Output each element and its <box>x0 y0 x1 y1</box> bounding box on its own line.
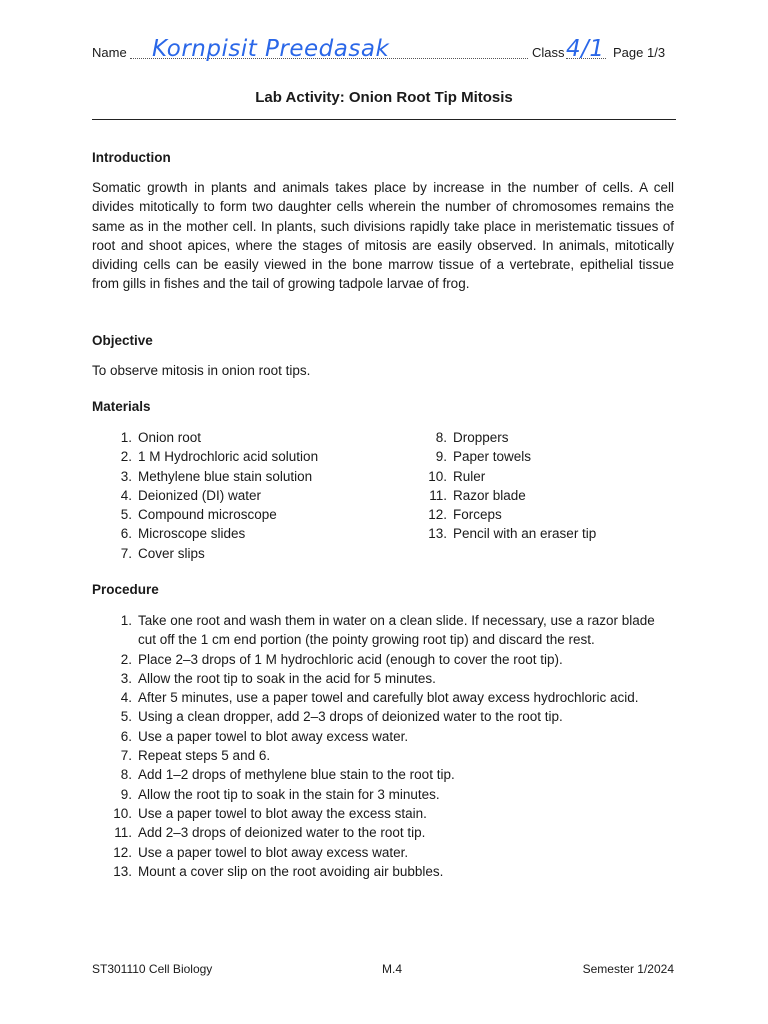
title-divider <box>92 119 676 120</box>
materials-heading: Materials <box>92 399 151 414</box>
list-item-text: Droppers <box>453 430 509 445</box>
procedure-heading: Procedure <box>92 582 159 597</box>
procedure-step <box>114 823 658 842</box>
list-item-text: Using a clean dropper, add 2–3 drops of deionized water to the root tip. <box>138 709 563 725</box>
list-item-text: After 5 minutes, use a paper towel and carefully blot away excess hydrochloric acid. <box>138 690 639 706</box>
list-number: 4. <box>120 690 132 706</box>
list-number: 7. <box>120 748 132 764</box>
list-item-text: Compound microscope <box>138 507 277 523</box>
list-number: 6. <box>120 728 132 744</box>
page-title: Lab Activity: Onion Root Tip Mitosis <box>255 89 513 106</box>
list-number: 1. <box>120 430 132 445</box>
list-item-text: Take one root and wash them in water on a clean slide. If necessary, use a razor blade cut off the 1 cm end portion (the pointy growing root tip) and discard the rest. <box>138 613 655 648</box>
list-number: 2. <box>120 651 132 667</box>
page-number: Page 1/3 <box>613 45 666 60</box>
material-item <box>120 544 418 563</box>
material-item <box>120 447 418 466</box>
material-item <box>120 467 418 486</box>
list-number: 1. <box>120 613 132 628</box>
material-item <box>429 486 673 505</box>
procedure-step <box>120 727 658 746</box>
procedure-step <box>120 650 658 669</box>
list-item-text: 1 M Hydrochloric acid solution <box>138 449 319 465</box>
material-item <box>435 428 673 447</box>
procedure-step <box>113 862 658 881</box>
list-number: 10. <box>113 805 132 821</box>
list-number: 5. <box>120 507 132 523</box>
list-number: 6. <box>120 526 132 542</box>
list-item-text: Paper towels <box>453 449 532 465</box>
list-number: 4. <box>120 487 132 503</box>
list-item-text: Deionized (DI) water <box>138 487 262 503</box>
list-item-text: Onion root <box>138 430 202 445</box>
procedure-step <box>120 785 658 804</box>
objective-text: To observe mitosis in onion root tips. <box>92 363 311 378</box>
list-item-text: Ruler <box>453 468 486 484</box>
list-number: 12. <box>428 507 447 523</box>
list-item-text: Use a paper towel to blot away the excess stain. <box>138 805 427 821</box>
procedure-step <box>120 688 658 707</box>
list-number: 10. <box>428 468 447 484</box>
list-number: 3. <box>120 468 132 484</box>
list-item-text: Razor blade <box>453 487 526 503</box>
name-label: Name <box>92 45 127 60</box>
list-number: 8. <box>120 767 132 783</box>
footer-course: ST301110 Cell Biology <box>92 962 213 976</box>
material-item <box>428 505 673 524</box>
procedure-step <box>120 611 658 650</box>
list-item-text: Forceps <box>453 507 502 523</box>
list-number: 3. <box>120 670 132 686</box>
list-item-text: Repeat steps 5 and 6. <box>138 748 271 764</box>
list-item-text: Pencil with an eraser tip <box>453 526 597 542</box>
material-item <box>428 467 673 486</box>
list-item-text: Allow the root tip to soak in the stain for 3 minutes. <box>138 786 440 802</box>
material-item <box>435 447 673 466</box>
handwritten-name: Kornpisit Preedasak <box>152 36 390 62</box>
procedure-step <box>113 843 658 862</box>
list-number: 11. <box>114 825 132 841</box>
procedure-step <box>120 746 658 765</box>
footer-level: M.4 <box>382 962 403 976</box>
list-item-text: Cover slips <box>138 545 205 561</box>
material-item <box>120 486 418 505</box>
objective-heading: Objective <box>92 333 153 348</box>
list-item-text: Microscope slides <box>138 526 246 542</box>
list-number: 5. <box>120 709 132 725</box>
footer-semester: Semester 1/2024 <box>582 962 674 976</box>
list-number: 8. <box>435 430 447 445</box>
list-number: 13. <box>428 526 447 542</box>
material-item <box>120 505 418 524</box>
list-item-text: Allow the root tip to soak in the acid for 5 minutes. <box>138 670 436 686</box>
list-number: 9. <box>120 786 132 802</box>
list-item-text: Add 2–3 drops of deionized water to the root tip. <box>138 825 426 841</box>
introduction-heading: Introduction <box>92 150 171 165</box>
list-item-text: Use a paper towel to blot away excess water. <box>138 728 409 744</box>
list-item-text: Methylene blue stain solution <box>138 468 313 484</box>
list-number: 2. <box>120 449 132 465</box>
procedure-step <box>120 707 658 726</box>
handwritten-class: 4/1 <box>566 36 605 62</box>
materials-list-left <box>120 428 418 563</box>
material-item <box>120 524 418 543</box>
procedure-list <box>113 611 658 881</box>
student-info-line <box>92 36 672 66</box>
introduction-text: Somatic growth in plants and animals takes place by increase in the number of cells. A cell divides mitotically to form two daughter cells wherein the number of chromosomes remains the same as in the mother cell. In plants, such divisions rapidly take place in meristematic tissues of root and shoot apices, where the stages of mitosis are easily observed. In animals, mitotically dividing cells can be easily viewed in the bone marrow tissue of a vertebrate, epithelial tissue from gills in fishes and the tail of growing tadpole larvae of frog. <box>92 180 674 292</box>
list-item-text: Add 1–2 drops of methylene blue stain to the root tip. <box>138 767 455 783</box>
class-label: Class <box>532 45 565 60</box>
list-number: 9. <box>435 449 447 465</box>
list-item-text: Use a paper towel to blot away excess water. <box>138 844 409 860</box>
materials-list-right <box>428 428 673 544</box>
procedure-step <box>120 765 658 784</box>
list-number: 7. <box>120 545 132 561</box>
list-item-text: Place 2–3 drops of 1 M hydrochloric acid (enough to cover the root tip). <box>138 651 563 667</box>
material-item <box>428 524 673 543</box>
procedure-step <box>113 804 658 823</box>
procedure-step <box>120 669 658 688</box>
list-number: 13. <box>113 863 132 879</box>
material-item <box>120 428 418 447</box>
list-number: 11. <box>429 487 447 503</box>
list-item-text: Mount a cover slip on the root avoiding air bubbles. <box>138 863 444 879</box>
list-number: 12. <box>113 844 132 860</box>
